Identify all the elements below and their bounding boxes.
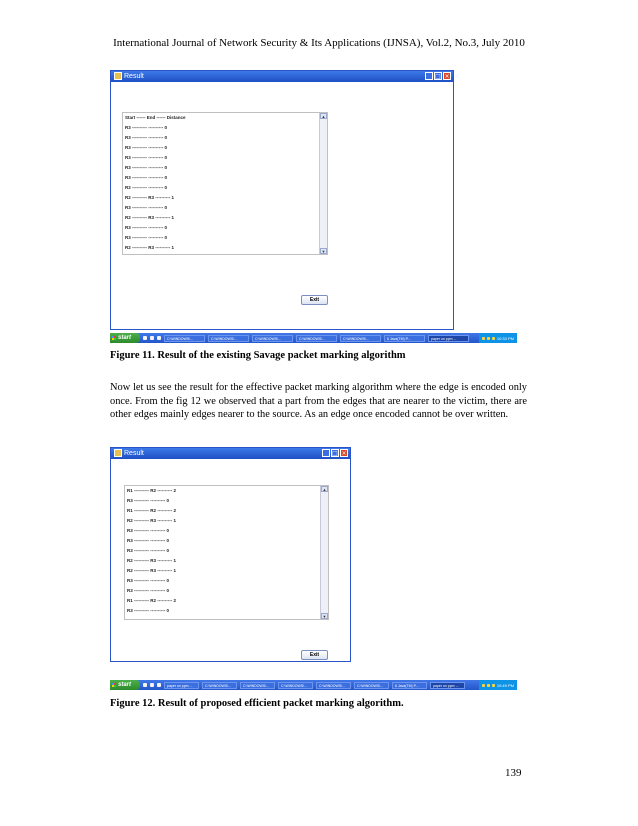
taskbar-item[interactable]: 6 Java(TM) P...: [392, 682, 427, 689]
list-item: R3 ---------- ---------- 0: [127, 578, 169, 583]
vertical-scrollbar[interactable]: [320, 486, 328, 619]
list-item: R1 ---------- R2 ---------- 2: [127, 488, 176, 493]
taskbar-item[interactable]: paper on ppm ...: [164, 682, 199, 689]
result-list[interactable]: [122, 112, 328, 255]
list-item: R2 ---------- R3 ---------- 1: [127, 518, 176, 523]
network-icon[interactable]: [482, 337, 485, 340]
list-item: R3 ---------- ---------- 0: [127, 588, 169, 593]
window-title: Result: [124, 73, 144, 80]
list-item: R3 ---------- ---------- 0: [127, 538, 169, 543]
media-icon[interactable]: [157, 683, 161, 687]
list-item: R3 ---------- ---------- 0: [125, 145, 167, 150]
list-item: R3 ---------- ---------- 0: [125, 225, 167, 230]
window-title: Result: [124, 450, 144, 457]
list-item: R2 ---------- R3 ---------- 1: [127, 558, 176, 563]
result-window-fig12: [110, 447, 351, 662]
result-window-fig11: [110, 70, 454, 330]
network-icon[interactable]: [482, 684, 485, 687]
minimize-icon[interactable]: _: [322, 449, 330, 457]
scroll-up-icon[interactable]: ▲: [322, 487, 327, 492]
list-item: R3 ---------- ---------- 0: [127, 498, 169, 503]
start-button[interactable]: start: [110, 333, 140, 343]
list-item: R3 ---------- ---------- 0: [127, 528, 169, 533]
taskbar-item[interactable]: C:\WINDOWS\...: [164, 335, 205, 342]
minimize-icon[interactable]: _: [425, 72, 433, 80]
journal-header: International Journal of Network Security & Its Applications (IJNSA), Vol.2, No.3, July 2010: [113, 37, 525, 49]
taskbar-item[interactable]: C:\WINDOWS\...: [252, 335, 293, 342]
list-item: R1 ---------- R2 ---------- 2: [127, 508, 176, 513]
close-icon[interactable]: ×: [341, 450, 347, 457]
java-app-icon: [114, 449, 122, 457]
figure12-caption: Figure 12. Result of proposed efficient packet marking algorithm.: [110, 698, 404, 709]
page-number: 139: [505, 767, 522, 779]
window-content: [111, 459, 350, 661]
scroll-down-icon[interactable]: ▼: [321, 249, 326, 254]
list-item: R3 ---------- ---------- 0: [125, 125, 167, 130]
result-rows: [125, 115, 319, 255]
security-icon[interactable]: [492, 684, 495, 687]
taskbar-item[interactable]: paper on ppm ...: [430, 682, 465, 689]
maximize-icon[interactable]: □: [435, 73, 441, 80]
list-item: R2 ---------- R3 ---------- 1: [125, 215, 174, 220]
system-tray: [479, 333, 517, 343]
figure11-caption: Figure 11. Result of the existing Savage packet marking algorithm: [110, 350, 406, 361]
exit-button[interactable]: Exit: [301, 295, 328, 305]
java-app-icon: [114, 72, 122, 80]
list-item: R2 ---------- ---------- 0: [125, 185, 167, 190]
clock: 10:33 PM: [496, 335, 514, 341]
window-titlebar: [111, 448, 350, 459]
security-icon[interactable]: [492, 337, 495, 340]
taskbar-item[interactable]: C:\WINDOWS\...: [208, 335, 249, 342]
body-paragraph: Now let us see the result for the effective packet marking algorithm where the edge is encoded only once. From the fig 12 we observed that a part from the edges that are nearer to the victim, there are other edges mainly edges nearer to the source. As an edge once encoded cannot be over written.: [110, 382, 527, 420]
list-item: R3 ---------- ---------- 0: [125, 175, 167, 180]
window-titlebar: [111, 71, 453, 82]
exit-button[interactable]: Exit: [301, 650, 328, 660]
list-item: R1 ---------- R2 ---------- 2: [127, 598, 176, 603]
list-item: R3 ---------- ---------- 0: [127, 548, 169, 553]
taskbar-item[interactable]: paper on ppm ...: [428, 335, 469, 342]
scroll-down-icon[interactable]: ▼: [322, 614, 327, 619]
windows-taskbar: [110, 333, 517, 343]
close-icon[interactable]: ×: [444, 73, 450, 80]
taskbar-item[interactable]: C:\WINDOWS\...: [278, 682, 313, 689]
list-item: R3 ---------- ---------- 0: [125, 235, 167, 240]
list-item: R3 ---------- ---------- 0: [125, 155, 167, 160]
list-item: R3 ---------- ---------- 0: [125, 165, 167, 170]
windows-taskbar: [110, 680, 517, 690]
taskbar-item[interactable]: C:\WINDOWS\...: [340, 335, 381, 342]
scroll-up-icon[interactable]: ▲: [321, 114, 326, 119]
taskbar-item[interactable]: C:\WINDOWS\...: [316, 682, 351, 689]
clock: 10:49 PM: [496, 682, 514, 688]
window-content: [111, 82, 453, 329]
result-rows: [127, 488, 320, 618]
desktop-icon[interactable]: [150, 336, 154, 340]
media-icon[interactable]: [157, 336, 161, 340]
list-item: Start ------ End ------ Distance: [125, 115, 186, 120]
system-tray: [479, 680, 517, 690]
volume-icon[interactable]: [487, 337, 490, 340]
desktop-icon[interactable]: [150, 683, 154, 687]
list-item: R2 ---------- R3 ---------- 1: [125, 195, 174, 200]
taskbar-item[interactable]: C:\WINDOWS\...: [202, 682, 237, 689]
taskbar-item[interactable]: 6 Java(TM) P...: [384, 335, 425, 342]
result-list[interactable]: [124, 485, 329, 620]
taskbar-item[interactable]: C:\WINDOWS\...: [296, 335, 337, 342]
list-item: R2 ---------- R3 ---------- 1: [127, 568, 176, 573]
volume-icon[interactable]: [487, 684, 490, 687]
list-item: R3 ---------- ---------- 0: [127, 608, 169, 613]
list-item: R3 ---------- ---------- 0: [125, 135, 167, 140]
taskbar-item[interactable]: C:\WINDOWS\...: [240, 682, 275, 689]
browser-icon[interactable]: [143, 683, 147, 687]
browser-icon[interactable]: [143, 336, 147, 340]
start-button[interactable]: start: [110, 680, 140, 690]
list-item: R3 ---------- ---------- 0: [125, 205, 167, 210]
list-item: R2 ---------- R3 ---------- 1: [125, 245, 174, 250]
vertical-scrollbar[interactable]: [319, 113, 327, 254]
taskbar-item[interactable]: C:\WINDOWS\...: [354, 682, 389, 689]
maximize-icon[interactable]: □: [332, 450, 338, 457]
